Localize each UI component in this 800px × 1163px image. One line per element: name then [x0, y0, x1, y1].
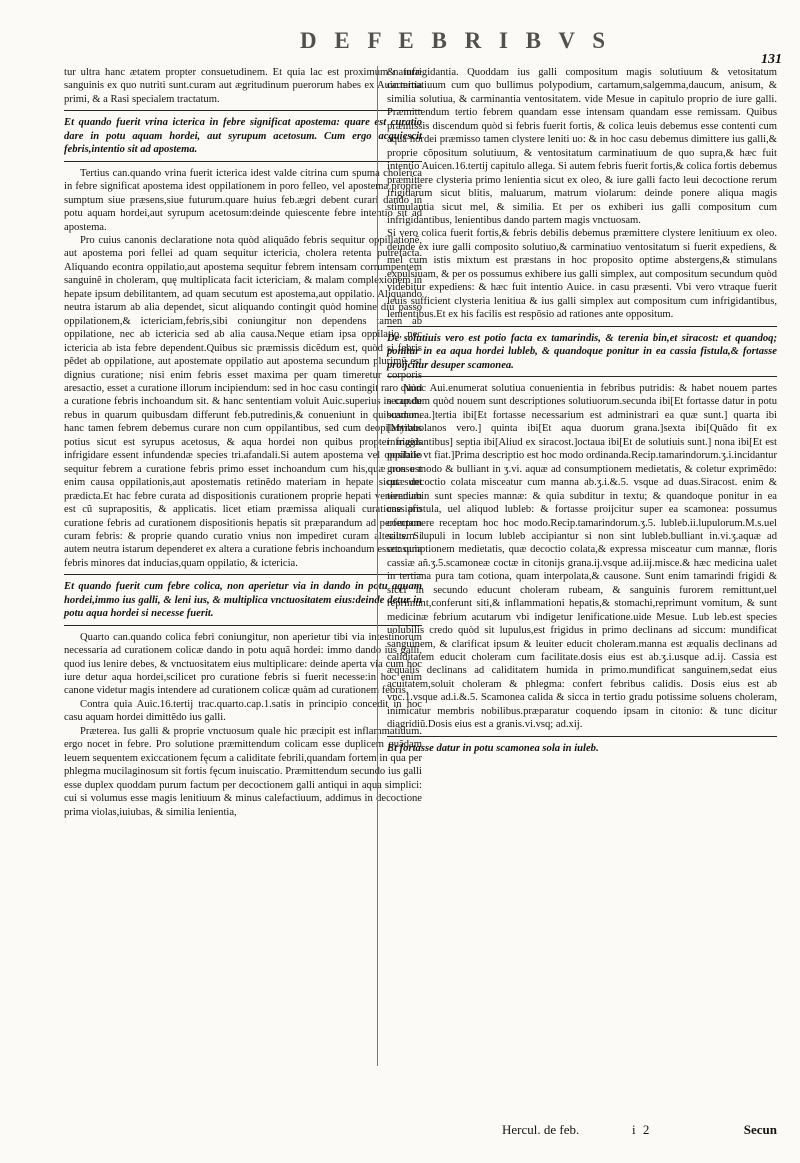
section-rule	[64, 574, 422, 575]
text-paragraph: Si vero colica fuerit fortis,& febris debilis debemus præmittere clystere lenitiuum ex oleo. deinde ex iure galli composito solutiuo,& carminatiuo ventositatum si fuerit expediens, & mel cum istis mixtum est præstans in hoc proposito optime abstergens,& stimulans expulsiuam, & per os possumus exhibere ius galli simplex, aut compositum secundum quòd videbitur expediens: & hæc fuit intentio Auice. in casu præsenti. Vbi vero vtraque fuerit leuis sufficient clysteria lenitiua & ius galli simplex aut compositum cum infrigidantibus, lenientibus.Et ex his facilis est respõsio ad rationes ante oppositum.	[387, 228, 777, 321]
lemma-paragraph: Et quando fuerit cum febre colica, non aperietur via in dando in potu aquam hordei,immo ius galli, & leni ius, & multiplica vnctuositatem eius:deinde detur in potu aqua hordei si necesse fuerit.	[64, 581, 422, 620]
text-paragraph: & infrigidantia. Quoddam ius galli compositum magis solutiuum & vetositatum carminatiuum cum quo bullimus polypodium, cartamum,salgemma,daucum, anisum, & similia solutiua, & carminantia ventositatem. vide Mesue in capitulo proprio de iure galli. Præmittendum tertio febrem quandam esse intensam quandam esse remissam. Quibus præmissis discendum quòd si febris fuerit fortis, & colica leuis debemus esse contenti cum aqua hordei præmisso tamen clystere leniti uo: & in hoc casu debemus dimittere ius galli,& proprie cõpositum solutiuum, & ventositatum carminatiuum de quo supra,& hæc fuit intentio Auicen.16.tertij capitulo allega. Si autem febris fuerit fortis,& colica fortis debemus præmittere clysteria primo lenientia sicut ex oleo, & iure galli facto leui decoctione rerum frigidarum sicut blitis, maluarum, matrum violarum: deinde ponere aliqua magis stimulantia sicut mel, & similia. Et per os exhiberi ius galli compositum cum infrigidantibus, lenientibus dando partem magis vnctuosam.	[387, 67, 777, 226]
footer-catchword: Secun	[743, 1122, 777, 1137]
section-rule	[387, 736, 777, 737]
lemma-paragraph: Et fortasse datur in potu scamonea sola in iuleb.	[387, 742, 599, 754]
section-rule	[387, 376, 777, 377]
page-number: 131	[761, 52, 782, 67]
section-rule	[64, 161, 422, 162]
commentary-paragraph: Contra quia Auic.16.tertij trac.quarto.cap.1.satis in principio concedit in hoc casu aquam hordei dimittẽdo ius galli.	[64, 698, 422, 724]
column-divider	[377, 66, 378, 1066]
text-paragraph: tur ultra hanc ætatem propter consuetudinem. Et quia lac est proximum naturæ sanguinis ex quo nutriti sunt.curam aut ægritudinum puerorum habes ex Auic.tertia primi, & a Rasi specialem tractatum.	[64, 67, 422, 105]
footer-signature-mark: i 2	[632, 1122, 652, 1137]
section-rule	[387, 326, 777, 327]
commentary-paragraph: Pro cuius canonis declaratione nota quòd aliquãdo febris sequitur oppillationẽ, aut apostema pori fellei ad quam sequitur ictericia, cholera retenta putrefacta. Aliquando econtra oppilatio,aut apostema sequitur febrem intensam corrumpentem sanguinẽ in choleram, quę multiplicata facit ictericiam, & malam complexionem in hepate ipsum debilitantem, ad quam secutum est apostema,aut oppilatio. Aliquando neutra istarum ab alia dependet, sicut aliquando contingit quòd homine diu passo oppilationem,& ictericiam,febris,sibi coniungitur non dependens tamen ab oppilatione, nec ab ictericia sed ab alia causa.Neque etiam ipsa oppilatio, nec ictericia ab ista febre dependent.Quibus sic præmissis dicẽdum est, quòd si febris pẽdet ab oppilatione, aut apostemate oppilatio aut apostema secundum plurimũ est dignius curatione; nisi enim febris esset maxima per quam timeretur corporis aresactio, esset a curatione illorum incipiendum: sed in hoc casu contingit raro quòd a curatione febris inchoandum sit. & hanc sententiam voluit Auic.superius in cap.de rebus in quarum quibusdam differunt feb.putredinis,& conueniunt in quibusdam. hanc tamen febrem debemus curare non cum oppilantibus, sed cum deopilantibus potius sicut est syrupus acetosus, & aqua hordei non quibus propter magis infrigidare essent infundendæ species tri.afandali.Si autem apostema vel oppilatio sequitur febrem a curatione febris primo esset inchoandum cum his,quæ non est enim causa oppilationis,aut apostematis retinẽdo materiam in hepate sicut sunt prædicta.Et hac febre curata ad dispositionis curationem proprie hepati veniendum est cũ suprapositis, & applicatis. licet etiam præmissa aliquali curatione pro curatione febris ad curationem dispositionis hepatis sit præparandum ad perfectam curam febris: & proprie quando curatio vnius non impediret curam alterius. Si autem neutra istarum dependeret ex altera a curatione febris inchoandum esset: quia febris minores dat inducias,quam oppilatio, & ictericia.	[64, 234, 422, 569]
commentary-paragraph: Tertius can.quando vrina fuerit icterica idest valde citrina cum spuma cholerica in febre significat apostema idest oppilationem in poro felleo, vel apostema proprie sumptum siue præsens,siue futurum.quare huius feb.ægri debent curari dando in potu aquam hordei,aut syrupum acetosum:deinde quiescente febre intentio sit ad apostema.	[64, 167, 422, 233]
right-text-column	[387, 66, 777, 759]
page-footer	[387, 1122, 777, 1146]
footer-signature-text: Hercul. de feb.	[502, 1122, 580, 1137]
lemma-paragraph: De solutiuis vero est potio facta ex tamarindis, & terenia bin,et siracost: et quandoq; ponitur in ea aqua hordei lubleb, & quandoque ponitur in ea cassia fistula,& fortasse proijcitur desuper scamonea.	[387, 332, 777, 371]
commentary-paragraph: Quarto can.quando colica febri coniungitur, non aperietur tibi via intestinorum necessaria ad curationem colicæ dando in potu aquã hordei: immo dando ius galli, quod ius lenire debes, & vnctuositatem eius multiplicare: deinde aperta via cum hoc iure detur aqua hordei,scilicet pro curatione febris si fuerit necesse:in hoc enim canone videtur magis intendere ad curationem colicæ quàm ad curationem febris.	[64, 631, 422, 697]
page-header	[0, 28, 800, 68]
section-rule	[64, 110, 422, 111]
running-title: D E F E B R I B V S	[300, 28, 612, 53]
section-rule	[64, 625, 422, 626]
commentary-paragraph: Præterea. Ius galli & proprie vnctuosum quale hic præcipit est inflammatiuum. ergo nocet in febre. Pro solutione præmittendum colicam esse duplicem quãdam leuem sequentem exiccationem fęcum a caliditate febrili,quandam fortem in qua per phlegma mucilaginosum sit fortis fęcum inuiscatio. Præmittendum secundo ius galli esse duplex quoddam purum factum per decoctionem galli antiqui in aqua simplici: cui si volumus esse magis lenitiuum & minus calefactiuum, addimus in decoctione prima violas,iuiubas, & similia lenientia,	[64, 725, 422, 818]
lemma-paragraph: Et quando fuerit vrina icterica in febre significat apostema: quare est curatio dare in potu aquam hordei, aut syrupum acetosum. Cum ergo acquiescit febris,intentio sit ad apostema.	[64, 117, 422, 156]
commentary-paragraph: Nunc Aui.enumerat solutiua conuenientia in febribus putridis: & habet nouem partes secundum quòd nouem sunt descriptiones solutiuorum.secunda ibi[Et fortasse datur in potu scamonea.]tertia ibi[Et fortasse necessarium est administrari ea quæ sunt.] quarta ibi [Myrabolanos vero.] quinta ibi[Et aqua duorum grana.]sexta ibi[Quãdo fit ex infrigidantibus] septia ibi[Aliud ex siracost.]octaua ibi[Et de solutiuis sunt.] nona ibi[Et est posibile vt fiat.]Prima descriptio est hoc modo ordinanda.Recip.tamarindorum.ʒ.i.incidantur grosso modo & bulliant in ʒ.vi. aquæ ad consumptionem medietatis, & coletur exprimẽdo: quæ decoctio colata misceatur cum manna ab.ʒ.i.&.5. vsque ad duas.Siracost. enim & tereniabin sunt species mannæ: & quia subditur in textu; & quandoque ponitur in ea cassiafistula, uel aliquod lubleb: & fortasse proijcitur super ea scamonea: possumus componere receptam hoc hoc modo.Recip.tamarindorum.ʒ.5. lubleb.ii.lupulorum.M.s.uel saltem lupuli in locum lubleb accipiantur si non sint lubleb.bulliant in.vi.ʒ.aquæ ad consumptionem medietatis, quæ decoctio colata,& expressa misceatur cum mannæ, floris cassiæ añ.ʒ.5.scamoneæ coctæ in citonijs grana.ij.vsque ad.iij.misce.& hæc medicina ualet in tertiana pura tam cotiona, quam interpolata,& causone. Sunt enim tamarindi frigidi & sicci in secundo educunt choleram rubeam, & sanguinis furorem remittunt,uel reprimunt,conferunt siti,& inflammationi hepatis,& stomachi,reprimunt vomitum, & sunt medicinæ febrium acutarum vbi indigetur lenificatione.uide Mesue. Lub leb.est species uolubilis credo quòd sit lupulus,est frigidus in primo declinans ad siccum: mundificat sanguinem, & clarificat ipsum & leuiter educit choleram.manna est æqualis declinans ad caliditatem educit choleram cum facilitate.dosis eius est ab.ʒ.i.usque ad.ij. Cassia est æqualis declinans ad caliditatem humida in primo.mundificat sanguinem,sedat eius acuitatem,soluit choleram & phlegma: confert febribus calidis. Dosis eius est ab vnc.1.vsque ad.i.&.5. Scamonea calida & sicca in tertio gradu potissime soluens choleram, inimicatur membris nobilibus.præparatur coquendo ipsam in citonio: & tunc dicitur diagridiũ.Dosis eius est a granis.vi.vsq; ad.xij.	[387, 382, 777, 731]
left-text-column	[64, 66, 422, 819]
